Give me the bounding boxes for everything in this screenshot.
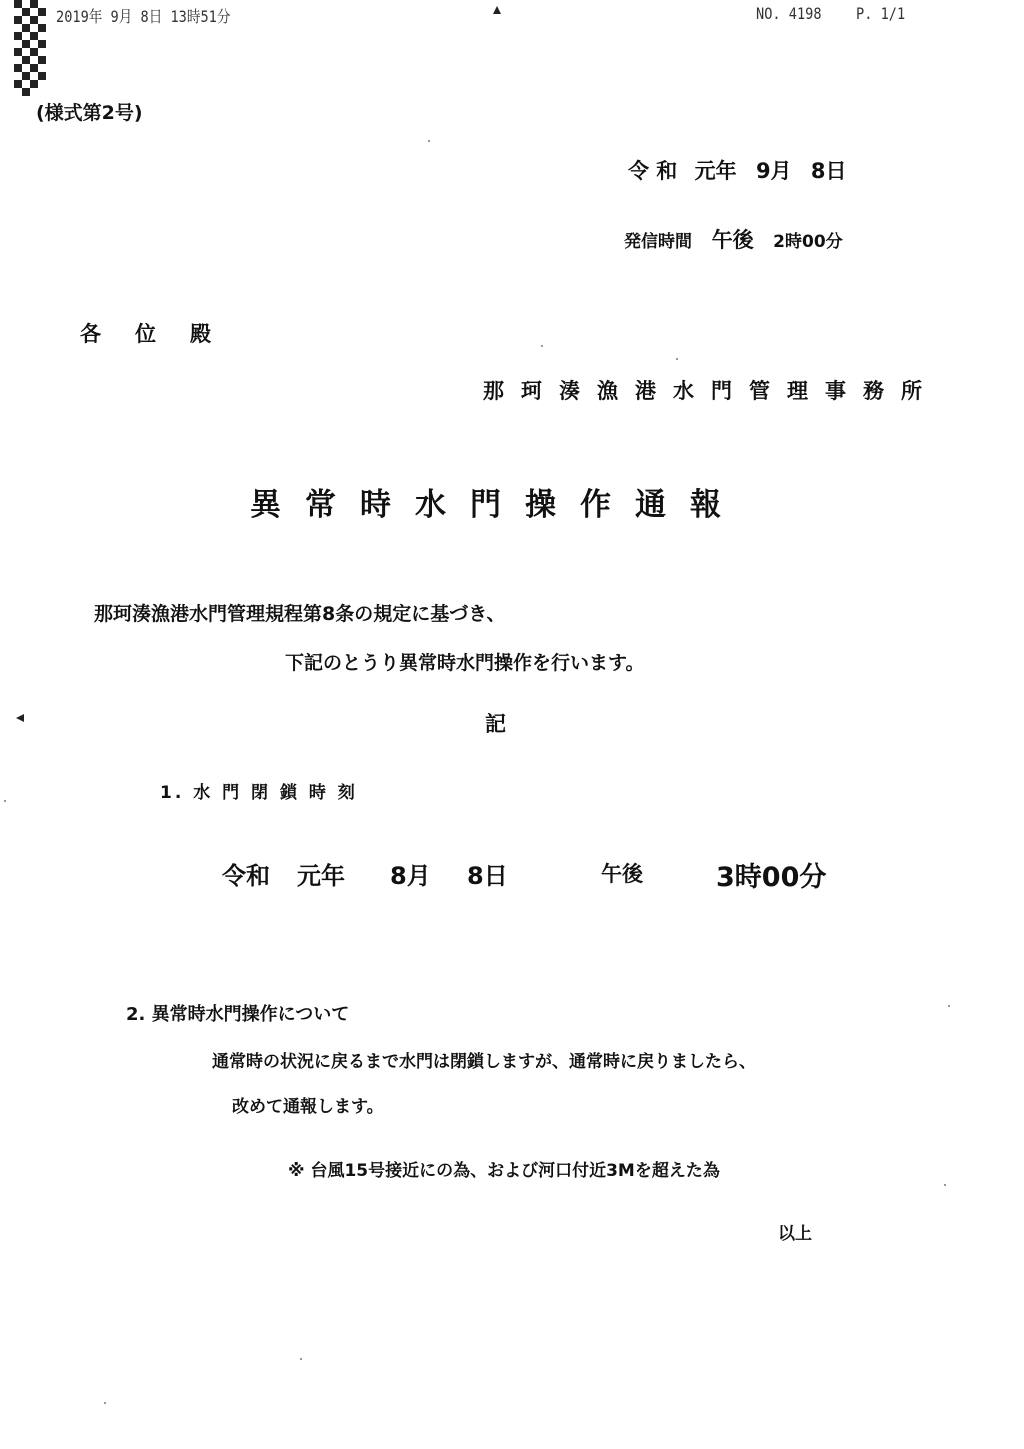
scan-speck xyxy=(541,345,543,347)
fax-datetime: 2019年 9月 8日 13時51分 xyxy=(56,7,231,26)
fax-number: NO. 4198 xyxy=(756,4,822,23)
send-time-period: 午後 xyxy=(711,228,754,252)
document-title: 異常時水門操作通報 xyxy=(250,487,745,523)
send-time-label: 発信時間 xyxy=(624,232,692,252)
scan-speck xyxy=(4,800,6,802)
date-month: 9月 xyxy=(755,159,792,183)
scan-speck xyxy=(428,140,430,142)
scan-speck xyxy=(944,1184,946,1186)
registration-mark-left xyxy=(16,714,24,722)
closing-ijou: 以上 xyxy=(778,1224,812,1244)
closing-period: 午後 xyxy=(601,862,643,886)
organization: 那珂湊漁港水門管理事務所 xyxy=(483,379,939,403)
scan-speck xyxy=(676,358,678,360)
closing-datetime xyxy=(222,856,270,891)
section1-heading: 1. 水 門 閉 鎖 時 刻 xyxy=(160,783,358,803)
closing-day: 8日 xyxy=(467,862,508,890)
section2-note: ※ 台風15号接近にの為、および河口付近3Mを超えた為 xyxy=(288,1161,720,1181)
issue-date xyxy=(628,155,847,185)
intro-line-2: 下記のとうり異常時水門操作を行います。 xyxy=(285,652,645,674)
date-year: 元年 xyxy=(694,159,737,183)
intro-line-1: 那珂湊漁港水門管理規程第8条の規定に基づき、 xyxy=(94,603,506,625)
form-label: (様式第2号) xyxy=(36,102,143,124)
send-time-value: 2時00分 xyxy=(773,232,843,252)
salutation: 各位殿 xyxy=(80,322,245,346)
section2-heading: 2. 異常時水門操作について xyxy=(126,1004,350,1025)
scan-speck xyxy=(300,1358,302,1360)
section2-line-1: 通常時の状況に戻るまで水門は閉鎖しますが、通常時に戻りましたら、 xyxy=(212,1052,756,1072)
ki-heading: 記 xyxy=(485,712,506,736)
closing-month: 8月 xyxy=(390,862,431,890)
send-time xyxy=(624,224,843,254)
scan-speck xyxy=(948,1005,950,1007)
closing-time: 3時00分 xyxy=(716,862,827,893)
fax-scan-marks xyxy=(14,0,46,100)
closing-era: 令和 xyxy=(222,862,270,890)
date-era: 令 和 xyxy=(628,159,678,183)
fax-page: P. 1/1 xyxy=(856,4,906,23)
closing-year: 元年 xyxy=(297,862,345,890)
section2-line-2: 改めて通報します。 xyxy=(232,1097,384,1117)
date-day: 8日 xyxy=(810,159,847,183)
registration-mark-top xyxy=(493,6,501,14)
scan-speck xyxy=(104,1402,106,1404)
